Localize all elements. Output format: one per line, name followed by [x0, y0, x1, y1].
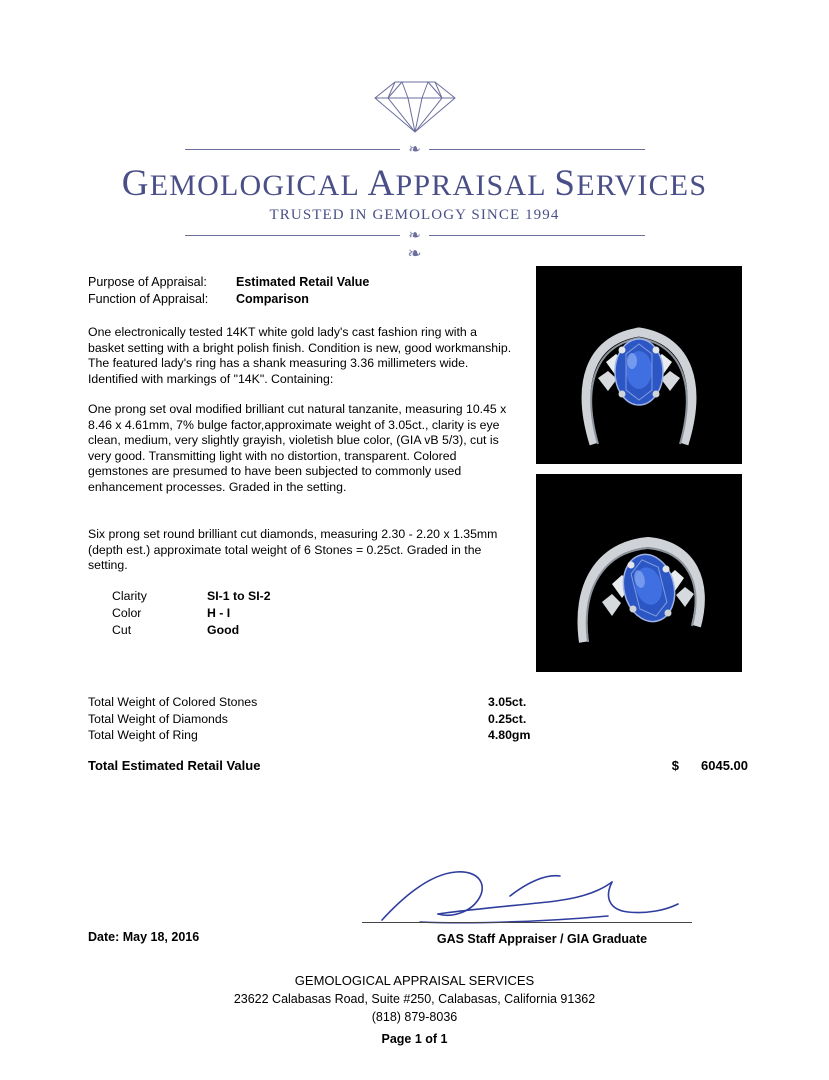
- total-value-label: Total Estimated Retail Value: [88, 758, 261, 773]
- ring-front-illustration: [536, 266, 742, 464]
- spec-row: [112, 588, 271, 605]
- description-paragraph-3: Six prong set round brilliant cut diamonds, measuring 2.30 - 2.20 x 1.35mm (depth est.) approximate total weight of 6 Stones = 0.25ct. Graded in the setting.: [88, 527, 498, 573]
- diamond-spec-table: [112, 588, 271, 639]
- function-label: Function of Appraisal:: [88, 292, 209, 306]
- rule-left: [185, 149, 401, 150]
- function-row: [88, 291, 369, 308]
- function-value: Comparison: [236, 292, 309, 306]
- document-header: [0, 78, 829, 264]
- totals-row: [88, 694, 558, 711]
- header-top-rule: [185, 142, 645, 157]
- purpose-row: [88, 274, 369, 291]
- spec-value-clarity: SI-1 to SI-2: [207, 589, 271, 603]
- header-bottom-rule: [185, 228, 645, 243]
- footer-address: 23622 Calabasas Road, Suite #250, Calabasas, California 91362: [233, 992, 596, 1006]
- company-name: [0, 162, 829, 205]
- totals-row: [88, 727, 558, 744]
- ring-angled-illustration: [536, 474, 742, 672]
- diamond-icon: [355, 78, 475, 136]
- total-ring-value: 4.80gm: [488, 728, 531, 742]
- description-paragraph-1: One electronically tested 14KT white gold lady's cast fashion ring with a basket setting with a bright polish finish. Condition is new, good workmanship. The featured lady's ring has a shank measuring 3.36 millimeters wide. Identified with markings of "14K". Containing:: [88, 325, 512, 386]
- rule-right: [429, 149, 645, 150]
- total-value-number: 6045.00: [701, 758, 748, 773]
- total-colored-stones-label: Total Weight of Colored Stones: [88, 695, 258, 709]
- signature-line: [362, 922, 692, 923]
- document-footer: [0, 972, 829, 1048]
- spec-row: [112, 622, 271, 639]
- rule-left-2: [185, 235, 401, 236]
- flourish-left-icon: ❧: [408, 140, 421, 158]
- footer-phone: (818) 879-8036: [371, 1010, 458, 1024]
- spec-label-cut: Cut: [112, 623, 132, 637]
- ring-photo-angled: [536, 474, 742, 672]
- flourish-bottom-icon: ❧: [407, 244, 422, 264]
- footer-page-number: Page 1 of 1: [381, 1032, 448, 1046]
- spec-value-cut: Good: [207, 623, 240, 637]
- spec-label-clarity: Clarity: [112, 589, 147, 603]
- footer-company: GEMOLOGICAL APPRAISAL SERVICES: [294, 973, 535, 988]
- spec-value-color: H - I: [207, 606, 231, 620]
- company-name-text: GEMOLOGICAL APPRAISAL SERVICES: [121, 163, 708, 204]
- spec-row: [112, 605, 271, 622]
- total-estimated-retail-value: [88, 758, 748, 773]
- purpose-value: Estimated Retail Value: [236, 275, 370, 289]
- total-diamonds-value: 0.25ct.: [488, 711, 527, 726]
- totals-table: [88, 694, 558, 744]
- total-diamonds-label: Total Weight of Diamonds: [88, 711, 228, 726]
- purpose-label: Purpose of Appraisal:: [88, 275, 207, 289]
- description-paragraph-2: One prong set oval modified brilliant cut natural tanzanite, measuring 10.45 x 8.46 x 4.61mm, 7% bulge factor,approximate weight of 3.05ct., clarity is eye clean, medium, very slightly grayish, violetish blue color, (GIA vB 5/3), cut is very good. Transmitting light with no distortion, transparent. Colored gemstones are presumed to have been subjected to commonly used enhancement processes. Graded in the setting.: [88, 402, 507, 494]
- total-value-amount: [672, 758, 748, 773]
- company-tagline: TRUSTED IN GEMOLOGY SINCE 1994: [269, 207, 560, 223]
- spec-label-color: Color: [112, 606, 142, 620]
- total-colored-stones-value: 3.05ct.: [488, 695, 527, 709]
- signature-caption: GAS Staff Appraiser / GIA Graduate: [436, 932, 648, 946]
- flourish-right-icon: ❧: [408, 226, 421, 244]
- rule-right-2: [429, 235, 645, 236]
- totals-row: [88, 711, 558, 728]
- purpose-block: [88, 274, 369, 308]
- appraisal-date: Date: May 18, 2016: [88, 930, 200, 944]
- total-ring-label: Total Weight of Ring: [88, 728, 198, 742]
- ring-photo-front: [536, 266, 742, 464]
- currency-symbol: $: [671, 758, 679, 773]
